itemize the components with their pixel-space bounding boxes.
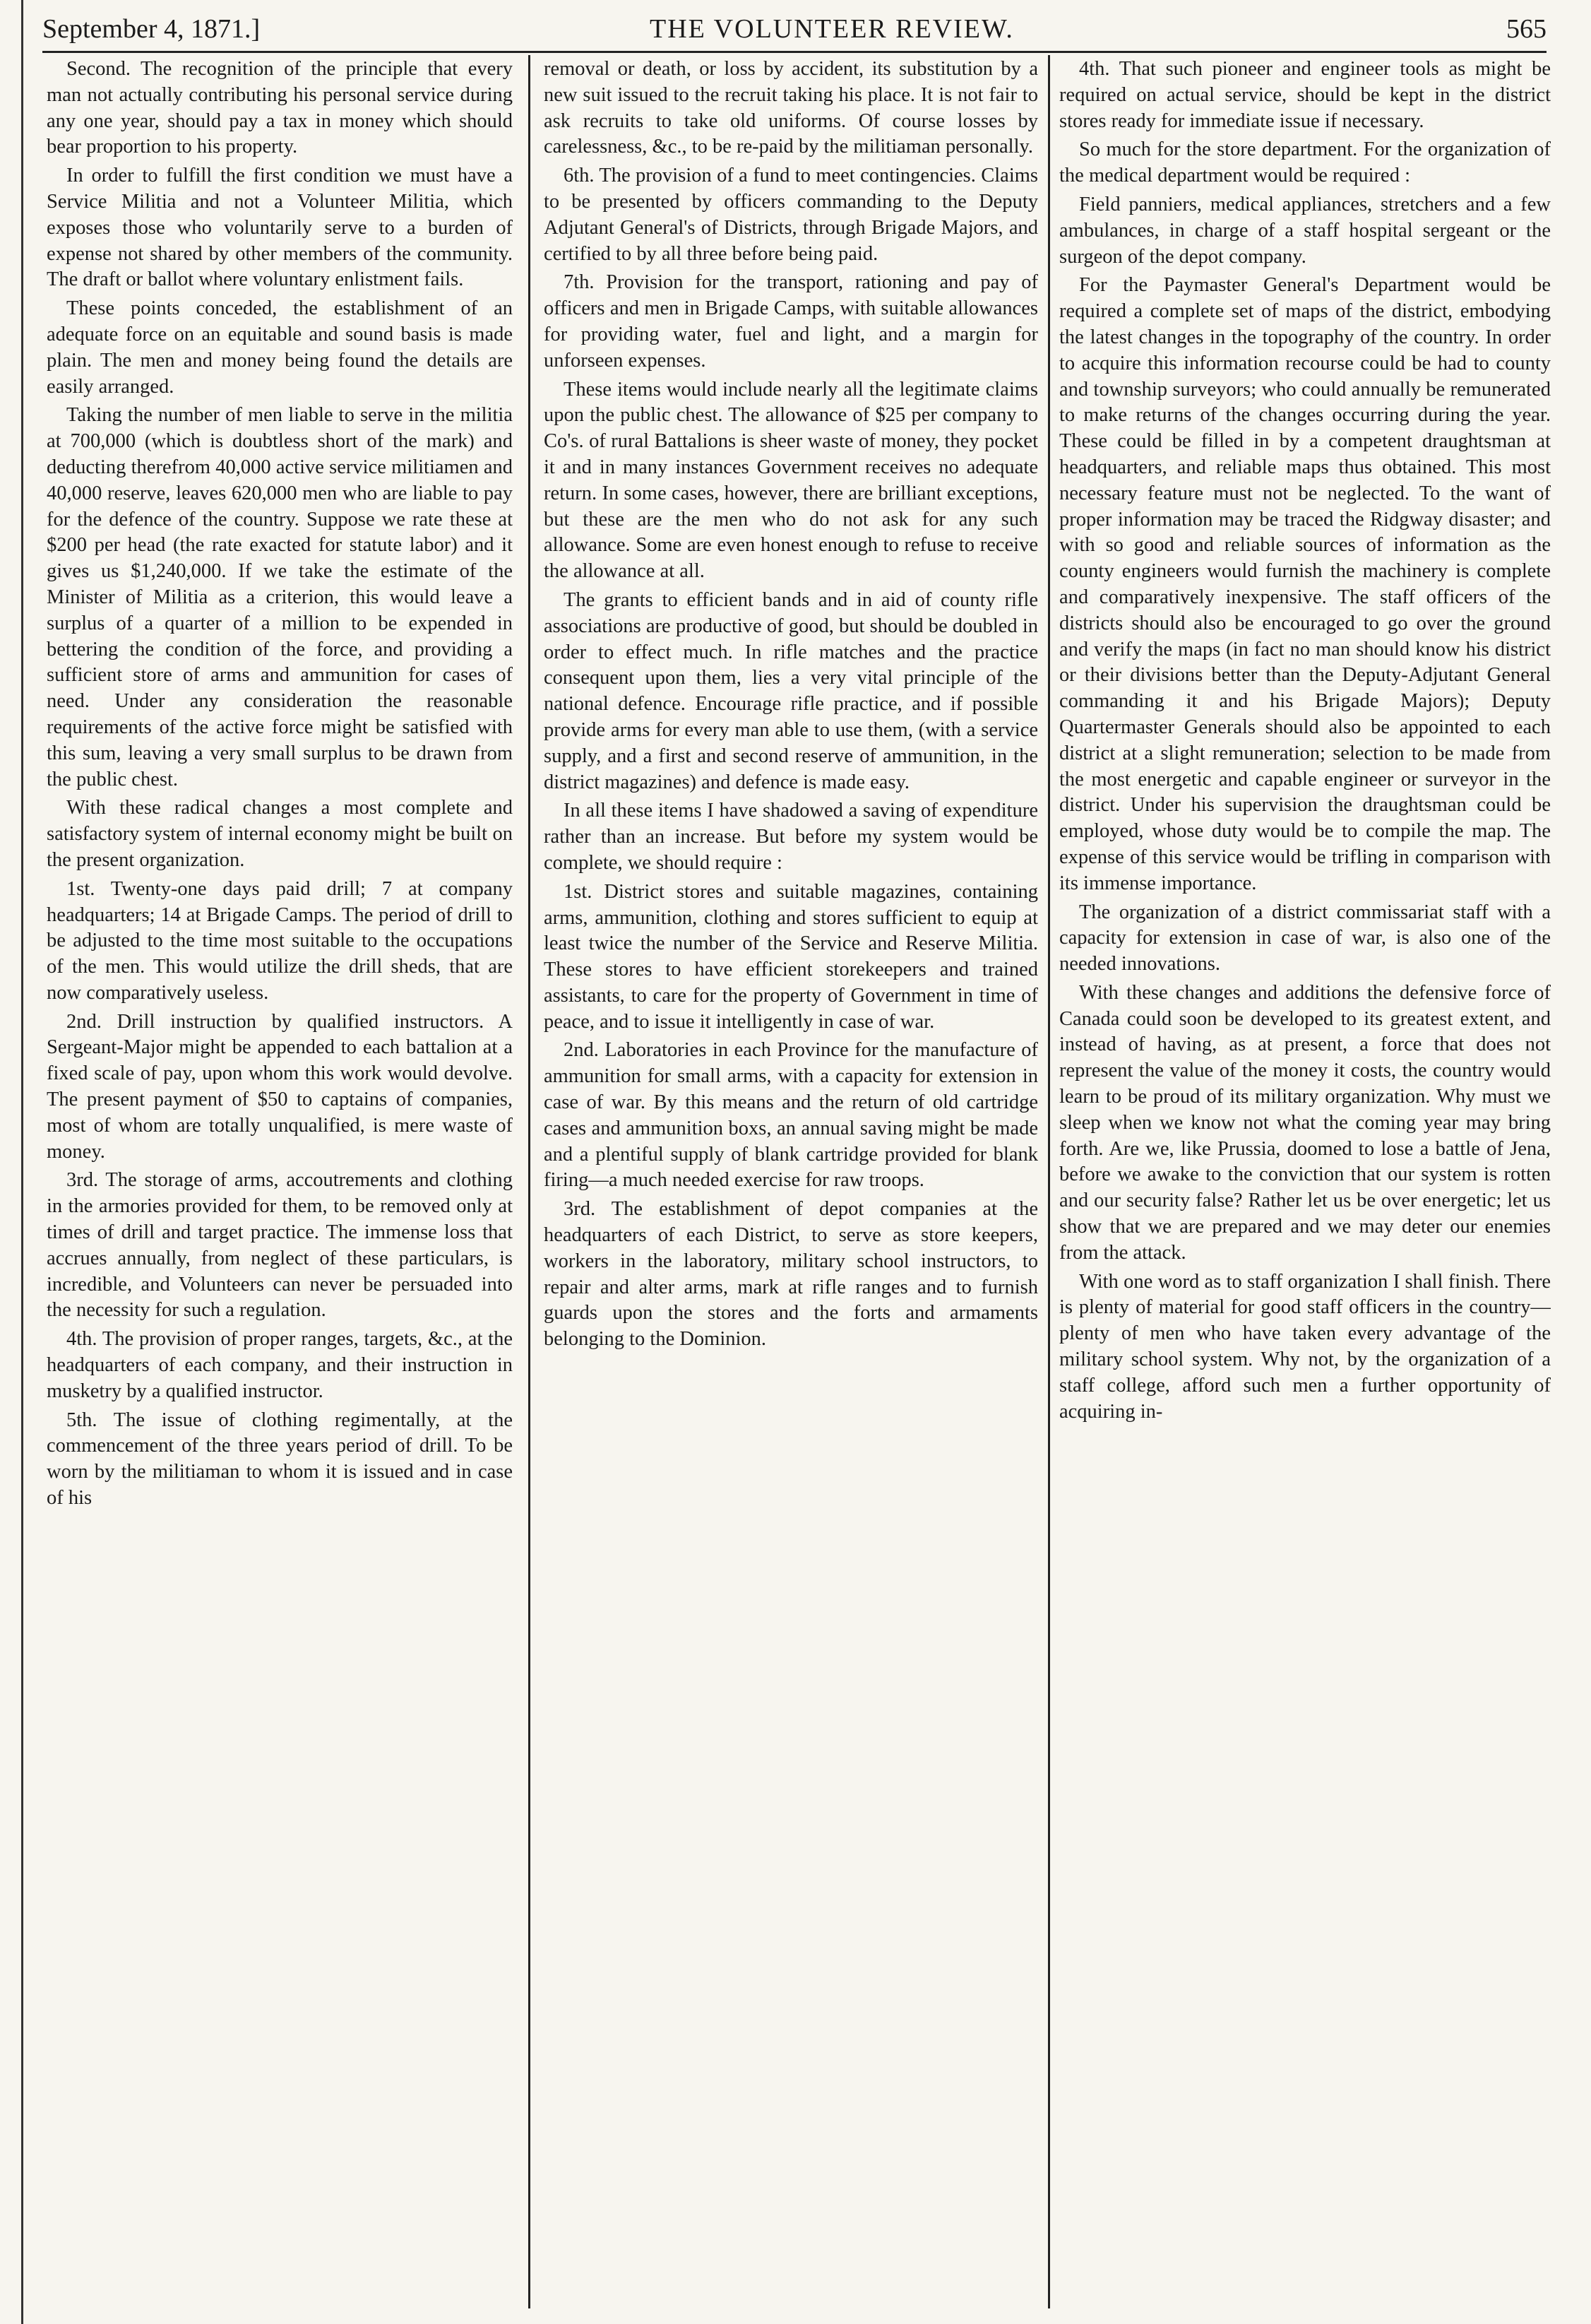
page-number: 565 xyxy=(1506,14,1547,44)
paragraph: For the Paymaster General's Department would be required a complete set of maps of the district, embodying the latest changes in the topography of the country. In order to acquire this information recourse could be had to county and township surveyors; who could annually be remunerated to make returns of the changes occurring during the year. These could be filled in by a competent draughtsman at headquarters, and reliable maps thus obtained. This most necessary feature must not be neglected. To the want of proper information may be traced the Ridgway disaster; and with so good and reliable sources of information as the county engineers would furnish the machinery is complete and comparatively inexpensive. The staff officers of the districts should also be encouraged to go over the ground and verify the maps (in fact no man should know his district or their divisions better than the Deputy-Adjutant General commanding it and his Brigade Majors); Deputy Quartermaster Generals should also be appointed to each district at a slight remuneration; selection to be made from the most energetic and capable engineer or surveyor in the district. Under his supervision the draughtsman could be employed, whose duty would be to compile the map. The expense of this service would be trifling in comparison with its immense importance. xyxy=(1059,274,1551,894)
column-divider xyxy=(1048,55,1050,2308)
paragraph: The organization of a district commissariat staff with a capacity for extension in case of war, is also one of the needed innovations. xyxy=(1059,901,1551,976)
issue-date: September 4, 1871.] xyxy=(42,14,261,44)
paragraph: 6th. The provision of a fund to meet contingencies. Claims to be presented by officers commanding to the Deputy Adjutant General's of Districts, through Brigade Majors, and certified to by all three before being paid. xyxy=(544,165,1038,265)
paragraph: 2nd. Laboratories in each Province for the manufacture of ammunition for small arms, with a capacity for extension in case of war. By this means and the return of old cartridge cases and ammunition boxs, an annual saving might be made and a plentiful supply of blank cartridge provided for blank firing—a much needed exercise for raw troops. xyxy=(544,1039,1038,1192)
column-3 xyxy=(1059,57,1551,2310)
column-1 xyxy=(47,57,513,2310)
paragraph: 4th. The provision of proper ranges, targets, &c., at the headquarters of each company, and their instruction in musketry by a qualified instructor. xyxy=(47,1328,513,1402)
paragraph: Second. The recognition of the principle that every man not actually contributing his personal service during any one year, should pay a tax in money which should bear proportion to his property. xyxy=(47,58,513,158)
paragraph: removal or death, or loss by accident, its substitution by a new suit issued to the recruit taking his place. It is not fair to ask recruits to take old uniforms. Of course losses by carelessness, &c., to be re-paid by the militiaman personally. xyxy=(544,58,1038,158)
paragraph: 1st. Twenty-one days paid drill; 7 at company headquarters; 14 at Brigade Camps. The period of drill to be adjusted to the time most suitable to the occupations of the men. This would utilize the drill sheds, that are now comparatively useless. xyxy=(47,877,513,1004)
header-rule xyxy=(42,51,1547,53)
column-2 xyxy=(544,57,1038,2310)
paragraph: These items would include nearly all the legitimate claims upon the public chest. The allowance of $25 per company to Co's. of rural Battalions is sheer waste of money, they pocket it and in many instances Government receives no adequate return. In some cases, however, there are brilliant exceptions, but these are the men who do not ask for any such allowance. Some are even honest enough to refuse to receive the allowance at all. xyxy=(544,378,1038,583)
paragraph: In order to fulfill the first condition we must have a Service Militia and not a Volunteer Militia, which exposes those who voluntarily serve to a burden of expense not shared by other members of the community. The draft or ballot where voluntary enlistment fails. xyxy=(47,165,513,291)
page-header xyxy=(42,10,1547,48)
paragraph: 5th. The issue of clothing regimentally, at the commencement of the three years period of drill. To be worn by the militiaman to whom it is issued and in case of his xyxy=(47,1409,513,1510)
paragraph: So much for the store department. For the organization of the medical department would be required : xyxy=(1059,138,1551,187)
paragraph: These points conceded, the establishment of an adequate force on an equitable and sound basis is made plain. The men and money being found the details are easily arranged. xyxy=(47,297,513,398)
paragraph: The grants to efficient bands and in aid of county rifle associations are productive of good, but should be doubled in order to effect much. In rifle matches and the practice consequent upon them, lies a very vital principle of the national defence. Encourage rifle practice, and if possible provide arms for every man able to use them, (with a service supply, and a first and second reserve of ammunition, in the district magazines) and defence is made easy. xyxy=(544,588,1038,793)
paragraph: Taking the number of men liable to serve in the militia at 700,000 (which is doubtless short of the mark) and deducting therefrom 40,000 active service militiamen and 40,000 reserve, leaves 620,000 men who are liable to pay for the defence of the country. Suppose we rate these at $200 per head (the rate exacted for statute labor) and it gives us $1,240,000. If we take the estimate of the Minister of Militia as a criterion, this would leave a surplus of a quarter of a million to be expended in bettering the condition of the force, and providing a sufficient store of arms and ammunition for cases of need. Under any consideration the reasonable requirements of the active force might be satisfied with this sum, leaving a very small surplus to be drawn from the public chest. xyxy=(47,404,513,790)
paragraph: 2nd. Drill instruction by qualified instructors. A Sergeant-Major might be appended to each battalion at a fixed scale of pay, upon whom this work would devolve. The present payment of $50 to captains of companies, most of whom are totally unqualified, is mere waste of money. xyxy=(47,1010,513,1163)
paragraph: Field panniers, medical appliances, stretchers and a few ambulances, in charge of a staff hospital sergeant or the surgeon of the depot company. xyxy=(1059,193,1551,268)
paragraph: 3rd. The storage of arms, accoutrements and clothing in the armories provided for them, to be removed only at times of drill and target practice. The immense loss that accrues annually, from neglect of these particulars, is incredible, and Volunteers can never be persuaded into the necessity for such a regulation. xyxy=(47,1169,513,1322)
paragraph: With these changes and additions the defensive force of Canada could soon be developed to its greatest extent, and instead of having, as at present, a force that does not represent the value of the money it costs, the country would learn to be proud of its military organization. Why must we sleep when we know not what the coming year may bring forth. Are we, like Prussia, doomed to lose a battle of Jena, before we awake to the conviction that our system is rotten and our security false? Rather let us be over energetic; let us show that we are prepared and we may deter our enemies from the attack. xyxy=(1059,981,1551,1264)
paragraph: With these radical changes a most complete and satisfactory system of internal economy might be built on the present organization. xyxy=(47,797,513,871)
paragraph: 3rd. The establishment of depot companies at the headquarters of each District, to serve as store keepers, workers in the laboratory, military school instructors, to repair and alter arms, mark at rifle ranges and to furnish guards upon the stores and the forts and armaments belonging to the Dominion. xyxy=(544,1198,1038,1351)
paragraph: 1st. District stores and suitable magazines, containing arms, ammunition, clothing and stores sufficient to equip at least twice the number of the Service and Reserve Militia. These stores to have efficient storekeepers and trained assistants, to care for the property of Government in time of peace, and to issue it intelligently in case of war. xyxy=(544,880,1038,1033)
publication-title: THE VOLUNTEER REVIEW. xyxy=(650,14,1014,44)
paragraph: 7th. Provision for the transport, rationing and pay of officers and men in Brigade Camps, with suitable allowances for providing water, fuel and light, and a margin for unforseen expenses. xyxy=(544,271,1038,372)
paragraph: 4th. That such pioneer and engineer tools as might be required on actual service, should be kept in the district stores ready for immediate issue if necessary. xyxy=(1059,58,1551,132)
paragraph: In all these items I have shadowed a saving of expenditure rather than an increase. But before my system would be complete, we should require : xyxy=(544,800,1038,874)
paragraph: With one word as to staff organization I shall finish. There is plenty of material for good staff officers in the country—plenty of men who have taken every advantage of the military school system. Why not, by the organization of a staff college, afford such men a further opportunity of acquiring in- xyxy=(1059,1270,1551,1423)
column-divider xyxy=(528,55,530,2308)
binding-rule xyxy=(21,0,23,2324)
